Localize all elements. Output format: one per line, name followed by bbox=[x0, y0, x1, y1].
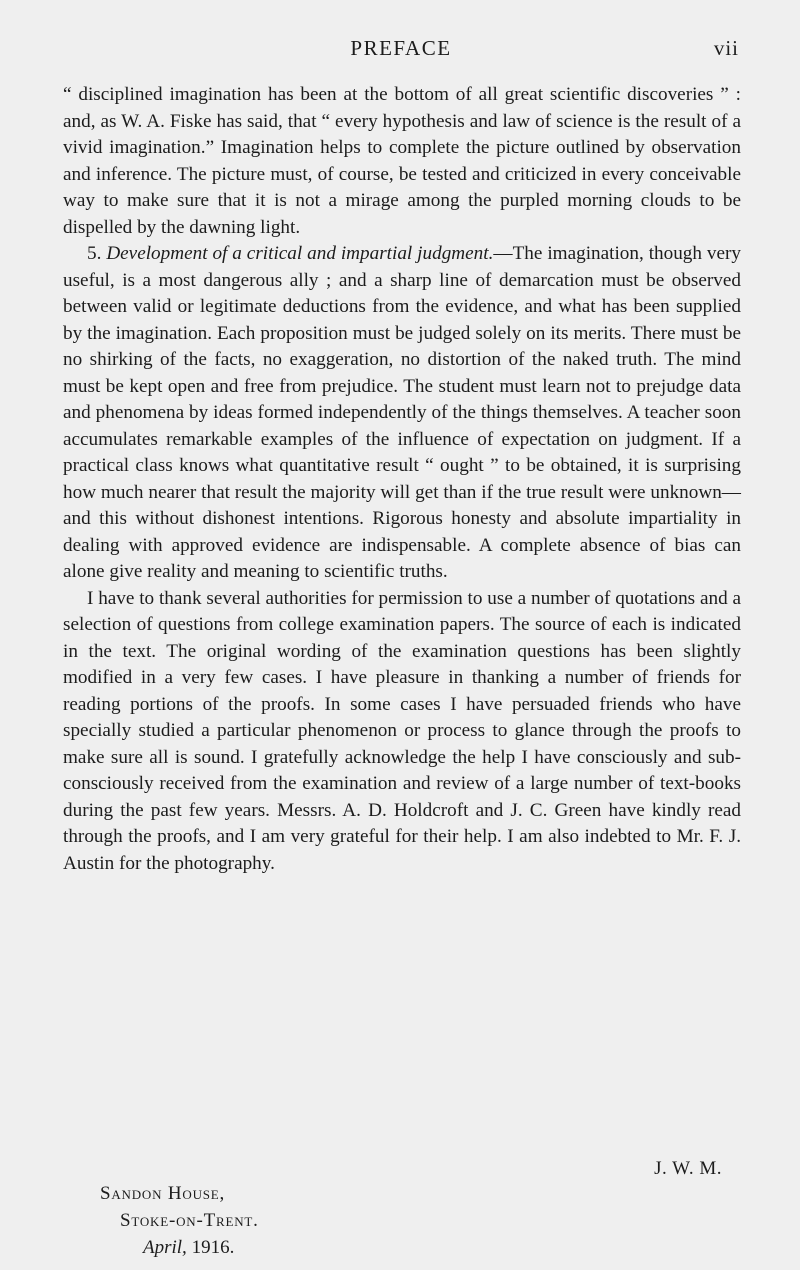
address-date bbox=[0, 1234, 259, 1261]
date-month: April, bbox=[143, 1237, 187, 1258]
page-header bbox=[63, 36, 739, 68]
date-year: 1916. bbox=[191, 1237, 235, 1258]
running-head: PREFACE bbox=[350, 36, 452, 60]
author-initials: J. W. M. bbox=[654, 1158, 722, 1179]
address-line-town: Stoke-on-Trent. bbox=[120, 1210, 259, 1231]
section-number: 5. bbox=[87, 243, 102, 264]
paragraph-acknowledgments: I have to thank several authorities for permission to use a number of quotations and a selection of questions from college examination papers. The source of each is indicated in the text. The original wording of the examination questions has been slightly modified in a very few cases. I have pleasure in thanking a number of friends for reading portions of the proofs. In some cases I have persuaded friends who have specially studied a particular phenomenon or process to glance through the proofs to make sure all is sound. I gratefully acknowledge the help I have consciously and sub-consciously received from the examination and review of a large number of text-books during the past few years. Messrs. A. D. Holdcroft and J. C. Green have kindly read through the proofs, and I am very grateful for their help. I am also indebted to Mr. F. J. Austin for the photography. bbox=[63, 587, 741, 874]
preface-body bbox=[63, 82, 741, 877]
section-heading: Development of a critical and impartial judgment. bbox=[106, 243, 494, 264]
section-text: —The imagination, though very useful, is a most dangerous ally ; and a sharp line of demarcation must be observed between valid or legitimate deductions from the evidence, and what has been supplied by the imagination. Each proposition must be judged solely on its merits. There must be no shirking of the facts, no exaggeration, no distortion of the naked truth. The mind must be kept open and free from prejudice. The student must learn not to prejudge data and phenomena by ideas formed independently of the things themselves. A teacher soon accumulates remarkable examples of the influence of expectation on judgment. If a practical class knows what quantitative result “ ought ” to be obtained, it is surprising how much nearer that result the majority will get than if the true result were unknown—and this without dishonest intentions. Rigorous honesty and absolute impartiality in dealing with approved evidence are indispensable. A complete absence of bias can alone give reality and meaning to scientific truths. bbox=[63, 243, 742, 582]
address-line-house: Sandon House, bbox=[100, 1183, 226, 1204]
page-number: vii bbox=[713, 36, 739, 60]
paragraph-continuation: “ disciplined imagination has been at the bottom of all great scientific discoveries ” : and, as W. A. Fiske has said, that “ every hypothesis and law of science is the result of a vivid imagination.” Imagination helps to complete the picture outlined by observation and inference. The picture must, of course, be tested and criticized in every conceivable way to make sure that it is not a mirage among the purpled morning clouds to be dispelled by the dawning light. bbox=[63, 84, 741, 238]
address-block bbox=[0, 1180, 259, 1261]
paragraph-section-5 bbox=[63, 241, 741, 586]
